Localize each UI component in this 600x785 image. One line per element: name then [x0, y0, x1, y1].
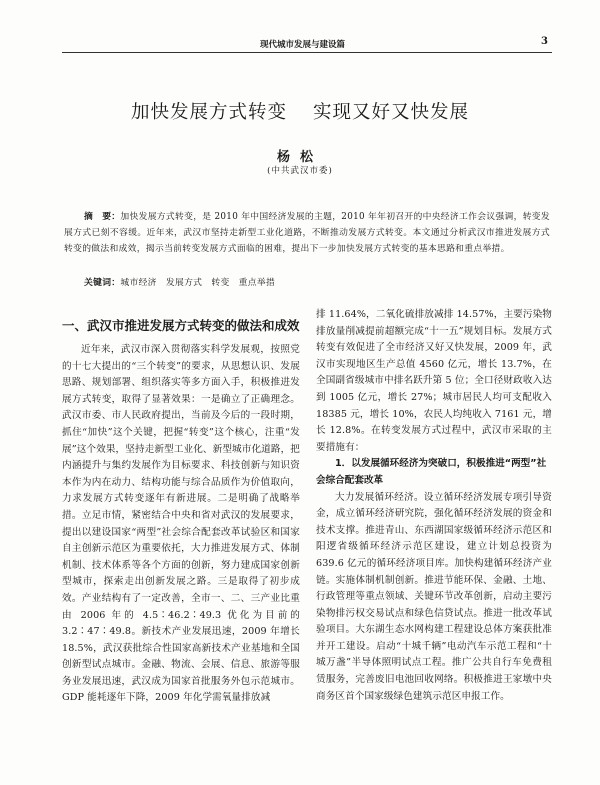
title-part-1: 加快发展方式转变 — [130, 102, 287, 123]
right-column — [316, 307, 552, 705]
section-heading: 一、武汉市推进发展方式转变的做法和成效 — [62, 318, 300, 333]
body-paragraph: 大力发展循环经济。设立循环经济发展专项引导资金，成立循环经济研究院，强化循环经济发展的资金和技术支撑。推进青山、东西湖国家级循环经济示范区和阳逻省级循环经济示范区建设，建立计划总投资为 639.6 亿元的循环经济项目库。加快构建循环经济产业链。实施体制机制创新。推进节能环保、金融、土地、行政管理等重点领域、关键环节改革创新，启动主要污染物排污权交易试点和绿色信贷试点。推进一批改革试验项目。大东湖生态水网构建工程建设总体方案获批准并开工建设。启动“十城千辆”电动汽车示范工程和“十城万盏”半导体照明试点工程。推广公共自行车免费租赁服务，完善废旧电池回收网络。积极推进王家墩中央商务区首个国家级绿色建筑示范区申报工作。 — [316, 491, 552, 702]
title-part-2: 实现又好又快发展 — [313, 102, 470, 123]
keywords-label: 关键词： — [84, 278, 121, 288]
keywords-text: 城市经济 发展方式 转变 重点举措 — [120, 278, 276, 288]
abstract — [64, 209, 550, 257]
journal-section-title: 现代城市发展与建设篇 — [260, 40, 346, 50]
author-affiliation: (中共武汉市委) — [267, 166, 333, 176]
body-paragraph: 近年来，武汉市深入贯彻落实科学发展观，按照党的十七大提出的“三个转变”的要求，从思想认识、发展思路、规划部署、组织落实等多方面入手，积极推进发展方式转变，取得了显著效果：一是确立了正确理念。武汉市委、市人民政府提出，当前及今后的一段时期，抓住“加快”这个关键，把握“转变”这个核心，注重“发展”这个效果，坚持走新型工业化、新型城市化道路，把内涵提升与集约发展作为目标要求、科技创新与知识资本作为内在动力、结构功能与综合品质作为价值取向，力求发展方式转变逐年有新进展。二是明确了战略举措。立足市情，紧密结合中央和省对武汉的发展要求，提出以建设国家“两型”社会综合配套改革试验区和国家自主创新示范区为重要依托，大力推进发展方式、体制机制、技术体系等各个方面的创新，努力建成国家创新型城市，探索走出创新发展之路。三是取得了初步成效。产业结构有了一定改善，全市一、二、三产业比重由 2006 年的 4.5∶46.2∶49.3 优化为目前的 3.2∶47∶49.8。新技术产业发展迅速，2009 年增长 18.5%，武汉获批综合性国家高新技术产业基地和全国创新型试点城市。金融、物流、会展、信息、旅游等服务业发展迅速，武汉成为国家首批服务外包示范城市。GDP 能耗逐年下降，2009 年化学需氧量排放减 — [62, 344, 300, 704]
author-name: 杨松 — [276, 150, 323, 165]
page-number: 3 — [541, 36, 548, 47]
running-header — [62, 36, 552, 53]
body-paragraph-continued: 排 11.64%，二氧化硫排放减排 14.57%，主要污染物排放量削减提前超额完成“十一五”规划目标。发展方式转变有效促进了全市经济又好又快发展，2009 年，武汉市实现地区生产总值 4560 亿元，增长 13.7%，在全国副省级城市中排名跃升第 5 位；全口径财政收入达到 1005 亿元，增长 27%；城市居民人均可支配收入 18385 元，增长 10%，农民人均纯收入 7161 元，增长 12.8%。在转变发展方式过程中，武汉市采取的主要措施有： — [316, 309, 552, 453]
keywords — [84, 275, 550, 291]
subsection-heading: 1．以发展循环经济为突破口，积极推进“两型”社会综合配套改革 — [316, 458, 547, 486]
left-column — [62, 316, 300, 707]
abstract-text: 加快发展方式转变，是 2010 年中国经济发展的主题，2010 年年初召开的中央经济工作会议强调，转变发展方式已刻不容缓。近年来，武汉市坚持走新型工业化道路，不断推动发展方式转变。本文通过分析武汉市推进发展方式转变的做法和成效，揭示当前转变发展方式面临的困难，提出下一步加快发展方式转变的基本思路和重点举措。 — [64, 212, 551, 254]
article-title — [0, 98, 600, 124]
abstract-label: 摘 要： — [84, 212, 121, 222]
